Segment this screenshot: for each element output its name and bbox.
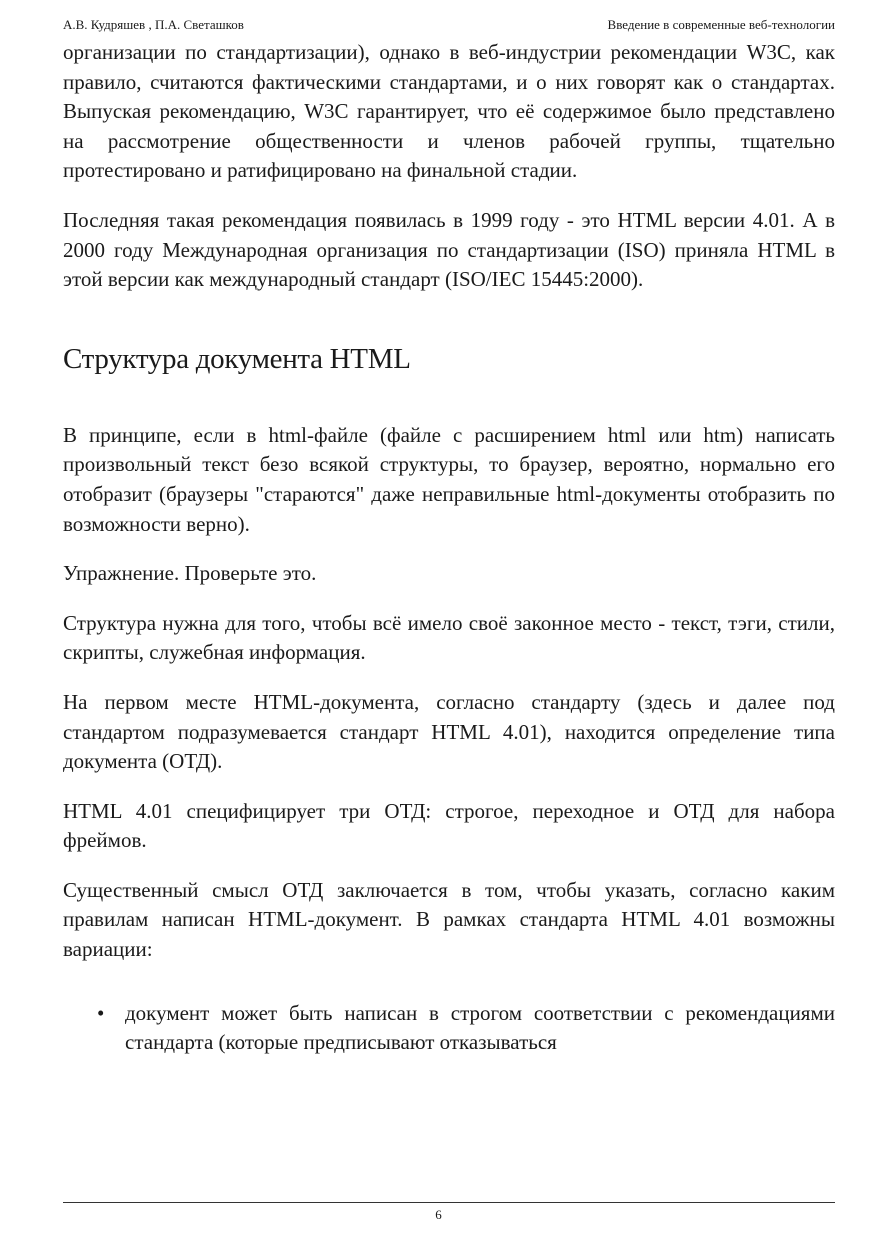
paragraph-structure-purpose: Структура нужна для того, чтобы всё имело своё законное место - текст, тэги, стили, скрипты, служебная информация. — [63, 610, 835, 665]
page-content — [63, 38, 835, 1058]
list-item — [63, 999, 835, 1058]
paragraph-w3c-recommendations: организации по стандартизации), однако в веб-индустрии рекомендации W3C, как правило, считаются фактическими стандартами, и о них говорят как о стандартах. Выпуская рекомендацию, W3C гарантирует, что её содержимое было представлено на рассмотрение общественности и членов рабочей группы, тщательно протестировано и ратифицировано на финальной стадии. — [63, 40, 835, 183]
bullet-list — [63, 999, 835, 1058]
header-authors: А.В. Кудряшев , П.А. Светашков — [63, 17, 244, 32]
bullet-icon: • — [97, 1000, 105, 1025]
header-title: Введение в современные веб-технологии — [607, 17, 835, 32]
paragraph-three-dtd: HTML 4.01 специфицирует три ОТД: строгое, переходное и ОТД для набора фреймов. — [63, 798, 835, 853]
list-item-text: документ может быть написан в строгом соответствии с рекомендациями стандарта (которые предписывают отказываться — [125, 1000, 835, 1055]
page-number: 6 — [435, 1207, 442, 1222]
footer-divider — [63, 1202, 835, 1203]
paragraph-exercise: Упражнение. Проверьте это. — [63, 561, 317, 586]
section-heading: Структура документа HTML — [63, 342, 411, 375]
paragraph-doctype-first: На первом месте HTML-документа, согласно стандарту (здесь и далее под стандартом подразумевается стандарт HTML 4.01), находится определение типа документа (ОТД). — [63, 689, 835, 774]
page-header — [63, 17, 835, 35]
paragraph-arbitrary-text: В принципе, если в html-файле (файле с расширением html или htm) написать произвольный текст безо всякой структуры, то браузер, вероятно, нормально его отобразит (браузеры "стараются" даже неправильные html-документы отобразить по возможности верно). — [63, 422, 835, 536]
paragraph-html-401-iso: Последняя такая рекомендация появилась в 1999 году - это HTML версии 4.01. А в 2000 году Международная организация по стандартизации (ISO) приняла HTML в этой версии как международный стандарт (ISO/IEC 15445:2000). — [63, 207, 835, 292]
paragraph-dtd-meaning: Существенный смысл ОТД заключается в том, чтобы указать, согласно каким правилам написан HTML-документ. В рамках стандарта HTML 4.01 возможны вариации: — [63, 877, 835, 962]
